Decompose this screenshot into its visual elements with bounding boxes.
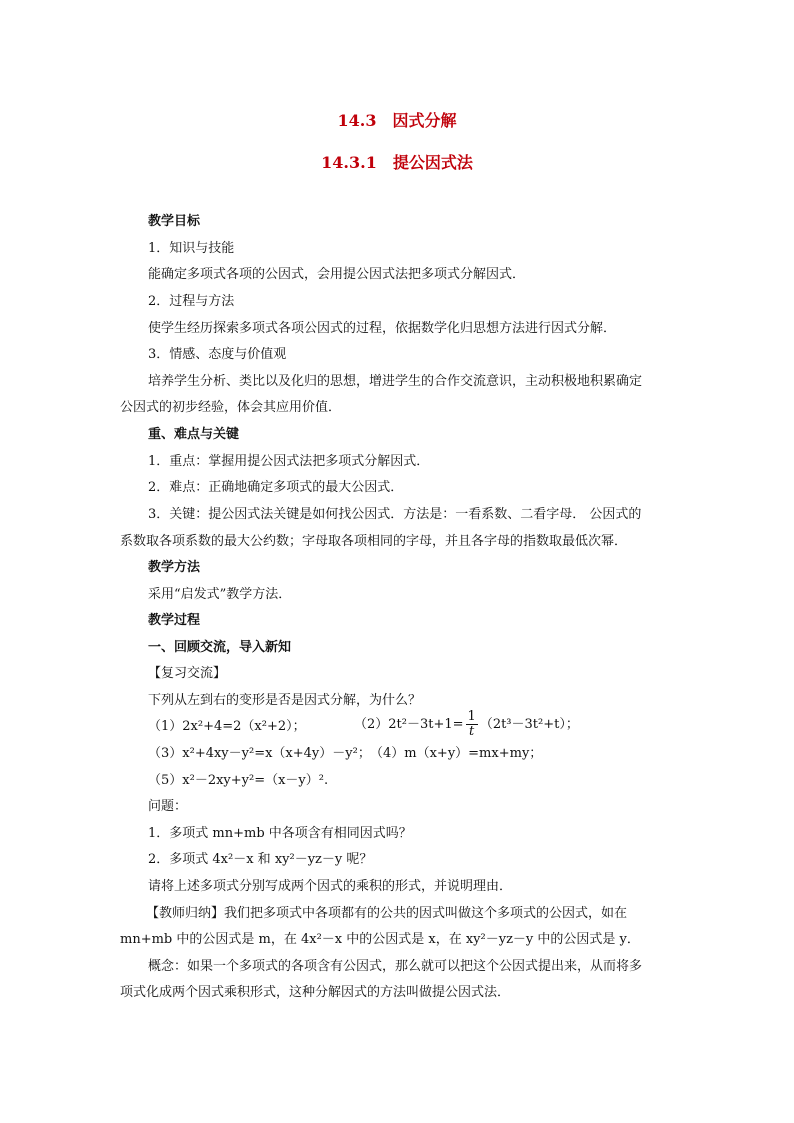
- expr-5: （5）x²－2xy+y²=（x－y）².: [148, 773, 329, 788]
- review-label: 【复习交流】: [148, 666, 227, 681]
- goal-3-text-1: 培养学生分析、类比以及化归的思想，增进学生的合作交流意识，主动积极地积累确定: [148, 374, 643, 389]
- expr-2: [354, 710, 579, 739]
- key-heading: 重、难点与关键: [148, 427, 240, 442]
- key-1: 1．重点：掌握用提公因式法把多项式分解因式．: [148, 454, 430, 469]
- goal-3: 3．情感、态度与价值观: [148, 347, 287, 362]
- key-3-line-2: 系数取各项系数的最大公约数；字母取各项相同的字母，并且各字母的指数取最低次幂．: [120, 534, 628, 549]
- goal-1-text: 能确定多项式各项的公因式，会用提公因式法把多项式分解因式．: [148, 267, 526, 282]
- main-title: 14.3 因式分解: [337, 111, 457, 130]
- goal-2-text: 使学生经历探索多项式各项公因式的过程，依据数学化归思想方法进行因式分解．: [148, 321, 617, 336]
- goal-1: 1．知识与技能: [148, 241, 235, 256]
- method-text: 采用“启发式”教学方法．: [148, 587, 292, 602]
- sub-title: 14.3.1 提公因式法: [321, 153, 473, 172]
- question-1: 1．多项式 mn+mb 中各项含有相同因式吗？: [148, 826, 412, 841]
- concept-line-1: 概念：如果一个多项式的各项含有公因式，那么就可以把这个公因式提出来，从而将多: [148, 959, 643, 974]
- question-label: 问题：: [148, 799, 188, 814]
- expr-2-fraction: [466, 710, 478, 739]
- expr-2-pre: （2）2t²－3t+1=: [354, 717, 464, 732]
- expr-4: （4）m（x+y）=mx+my；: [370, 746, 543, 761]
- goal-2: 2．过程与方法: [148, 294, 235, 309]
- process-heading: 教学过程: [148, 613, 201, 628]
- key-2: 2．难点：正确地确定多项式的最大公因式．: [148, 480, 404, 495]
- goal-3-text-2: 公因式的初步经验，体会其应用价值．: [120, 400, 342, 415]
- section-1-heading: 一、回顾交流，导入新知: [148, 640, 292, 655]
- question-2: 2．多项式 4x²－x 和 xy²－yz－y 呢？: [148, 852, 373, 867]
- expr-3: （3）x²+4xy－y²=x（x+4y）－y²；: [148, 746, 371, 761]
- expr-2-post: （2t³－3t²+t）；: [479, 717, 579, 732]
- key-3-line-1: 3．关键：提公因式法关键是如何找公因式．方法是：一看系数、二看字母． 公因式的: [148, 507, 642, 522]
- fraction-numerator: 1: [467, 709, 476, 724]
- goals-heading: 教学目标: [148, 214, 201, 229]
- fraction-denominator: t: [469, 724, 475, 739]
- teacher-summary-line-1: 【教师归纳】我们把多项式中各项都有的公共的因式叫做这个多项式的公因式，如在: [146, 906, 628, 921]
- method-heading: 教学方法: [148, 560, 201, 575]
- question-3: 请将上述多项式分别写成两个因式的乘积的形式，并说明理由．: [148, 879, 513, 894]
- expr-1: （1）2x²+4=2（x²+2）；: [148, 719, 306, 734]
- teacher-summary-line-2: mn+mb 中的公因式是 m，在 4x²－x 中的公因式是 x，在 xy²－yz－y 中的公因式是 y．: [120, 932, 640, 947]
- concept-line-2: 项式化成两个因式乘积形式，这种分解因式的方法叫做提公因式法．: [120, 985, 511, 1000]
- review-question: 下列从左到右的变形是否是因式分解，为什么？: [148, 693, 422, 708]
